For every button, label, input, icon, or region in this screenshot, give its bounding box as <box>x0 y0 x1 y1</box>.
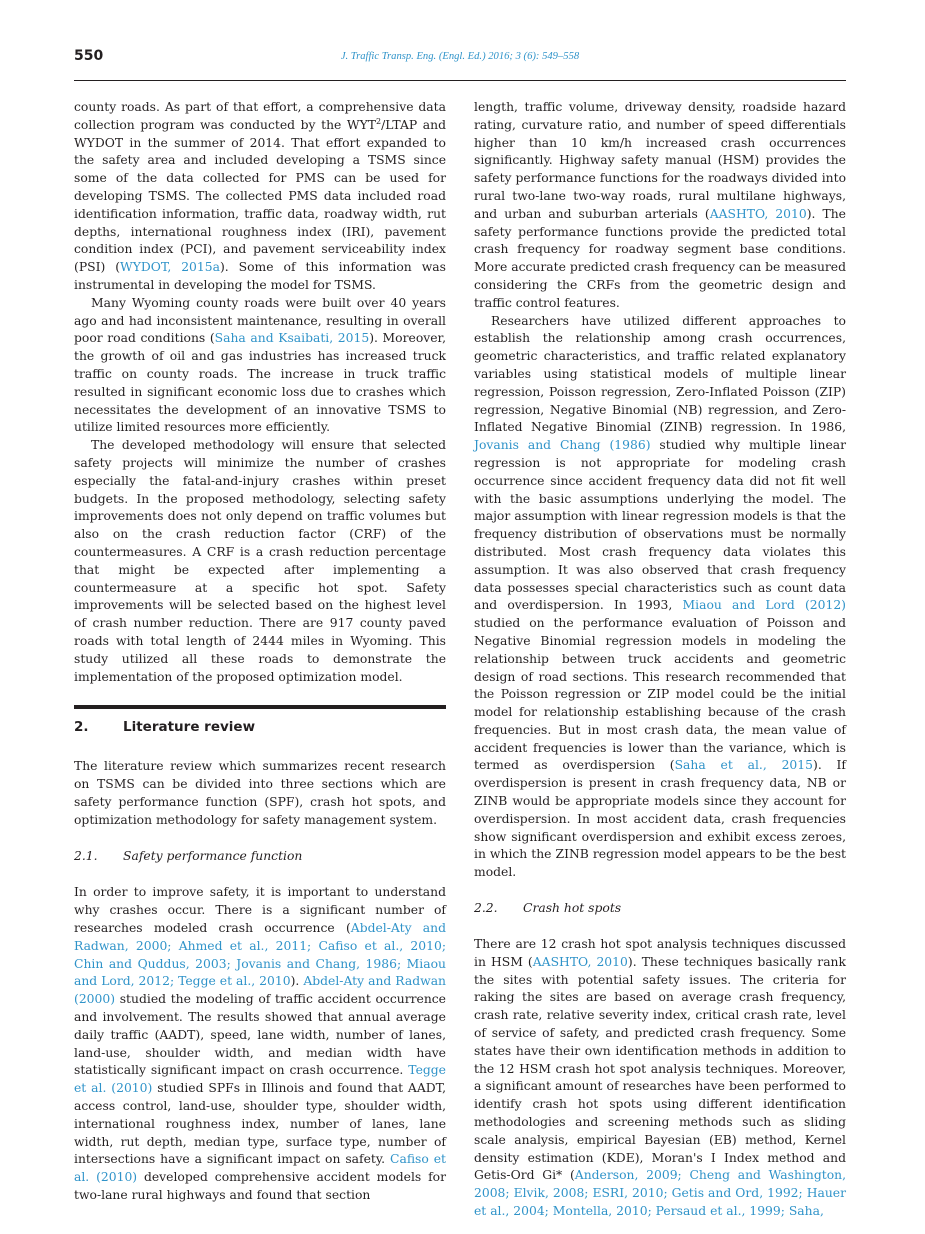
header-rule <box>74 80 846 81</box>
text: ). The safety performance functions provide the predicted total crash frequency for roadway segment base conditions. More accurate predicted crash frequency can be measured considering the CRFs from the geometric design and traffic control features. <box>474 206 846 310</box>
subsection-number: 2.2. <box>474 901 498 916</box>
paragraph <box>74 295 446 437</box>
reference-link[interactable]: Cafiso et al. (2010) <box>74 1152 446 1185</box>
reference-link[interactable]: Tegge et al. (2010) <box>74 1063 446 1096</box>
paragraph <box>474 936 846 1221</box>
reference-link[interactable]: Jovanis and Chang (1986) <box>474 438 651 453</box>
text: developed comprehensive accident models for two-lane rural highways and found that section <box>74 1170 446 1203</box>
text: ). If overdispersion is present in crash frequency data, NB or ZINB would be appropriate models since they account for overdispersion. In most accident data, crash frequencies show significant overdispersion and exhibit excess zeroes, in which the ZINB regression model appears to be the best model. <box>474 758 846 880</box>
text: length, traffic volume, driveway density, roadside hazard rating, curvature ratio, and number of speed differentials higher than 10 km/h increased crash occurrences significantly. Highway safety manual (HSM) provides the safety performance functions for the roadways divided into rural two-lane two-way roads, rural multilane highways, and urban and suburban arterials ( <box>474 100 846 221</box>
paragraph <box>74 884 446 1204</box>
section-number: 2. <box>74 719 89 736</box>
text: There are 12 crash hot spot analysis techniques discussed in HSM ( <box>474 937 846 969</box>
text: county roads. As part of that effort, a comprehensive data collection program was conducted by the WYT <box>74 100 446 132</box>
text: In order to improve safety, it is important to understand why crashes occur. There is a significant number of researches modeled crash occurrence ( <box>74 885 446 936</box>
page-number: 550 <box>74 48 104 64</box>
running-header <box>74 48 846 74</box>
journal-citation: J. Traffic Transp. Eng. (Engl. Ed.) 2016; 3 (6): 549–558 <box>340 51 580 62</box>
reference-link[interactable]: Saha et al., 2015 <box>674 758 813 773</box>
text: studied the modeling of traffic accident occurrence and involvement. The results showed that annual average daily traffic (AADT), speed, lane width, number of lanes, land-use, shoulder width, and median width have statistically significant impact on crash occurrence. <box>74 992 446 1078</box>
reference-link[interactable]: Anderson, 2009; Cheng and Washington, 2008; Elvik, 2008; ESRI, 2010; Getis and Ord, 1992; Hauer et al., 2004; Montella, 2010; Persaud et al., 1999; Saha, <box>474 1168 846 1219</box>
text: ). Moreover, the growth of oil and gas industries has increased truck traffic on county roads. The increase in truck traffic resulted in significant economic loss due to crashes which necessitates the development of an innovative TSMS to utilize limited resources more efficiently. <box>74 331 447 435</box>
text: studied why multiple linear regression is not appropriate for modeling crash occurrence since accident frequency data did not fit well with the basic assumptions underlying the model. The major assumption with linear regression models is that the frequency distribution of observations must be normally distributed. Most crash frequency data violates this assumption. It was also observed that crash frequency data possesses special characteristics such as count data and overdispersion. In 1993, <box>474 438 847 613</box>
text: ). Some of this information was instrumental in developing the model for TSMS. <box>74 260 446 292</box>
text: studied on the performance evaluation of Poisson and Negative Binomial regression models in modeling the relationship between truck accidents and geometric design of road sections. This research recommended that the Poisson regression or ZIP model could be the initial model for relationship establishing because of the crash frequencies. But in most crash data, the mean value of accident frequencies is lower than the variance, which is termed as overdispersion ( <box>474 616 846 773</box>
text: ). <box>290 974 304 989</box>
paragraph <box>74 99 446 295</box>
right-column <box>474 99 846 1221</box>
subsection-title: Safety performance function <box>123 849 303 864</box>
paragraph <box>474 313 846 883</box>
reference-link[interactable]: Miaou and Lord (2012) <box>682 598 846 613</box>
text: Many Wyoming county roads were built over 40 years ago and had inconsistent maintenance, resulting in overall poor road conditions ( <box>74 295 446 346</box>
subsection-heading <box>474 899 846 917</box>
text: Researchers have utilized different approaches to establish the relationship among crash occurrences, geometric characteristics, and traffic related explanatory variables using statistical models of multiple linear regression, Poisson regression, Zero-Inflated Poisson (ZIP) regression, Negative Binomial (NB) regression, and Zero-Inflated Negative Binomial (ZINB) regression. In 1986, <box>474 313 846 435</box>
reference-link[interactable]: AASHTO, 2010 <box>532 954 628 969</box>
reference-link[interactable]: Saha and Ksaibati, 2015 <box>214 331 370 346</box>
paragraph: The developed methodology will ensure that selected safety projects will minimize the number of crashes especially the fatal-and-injury crashes within preset budgets. In the proposed methodology, selecting safety improvements does not only depend on traffic volumes but also on the crash reduction factor (CRF) of the countermeasures. A CRF is a crash reduction percentage that might be expected after implementing a countermeasure at a specific hot spot. Safety improvements will be selected based on the highest level of crash number reduction. There are 917 county paved roads with total length of 2444 miles in Wyoming. This study utilized all these roads to demonstrate the implementation of the proposed optimization model. <box>74 438 446 684</box>
subsection-number: 2.1. <box>74 849 98 864</box>
subsection-title: Crash hot spots <box>523 901 622 916</box>
section-rule <box>74 705 446 709</box>
text: ). These techniques basically rank the sites with potential safety issues. The criteria for raking the sites are based on average crash frequency, crash rate, relative severity index, critical crash rate, level of service of safety, and predicted crash frequency. Some states have their own identification methods in addition to the 12 HSM crash hot spot analysis techniques. Moreover, a significant amount of researches have been performed to identify crash hot spots using different identification methodologies and screening methods such as sliding scale analysis, empirical Bayesian (EB) method, Kernel density estimation (KDE), Moran's I Index method and Getis-Ord Gi* ( <box>474 954 846 1183</box>
reference-link[interactable]: AASHTO, 2010 <box>709 206 807 221</box>
reference-link[interactable]: Abdel-Aty and Radwan (2000) <box>74 974 447 1007</box>
text: studied SPFs in Illinois and found that AADT, access control, land-use, shoulder type, shoulder width, international roughness index, number of lanes, lane width, rut depth, median type, surface type, number of intersections have a significant impact on safety. <box>74 1081 446 1167</box>
left-column <box>74 99 446 1205</box>
subsection-heading <box>74 847 446 865</box>
paragraph: The literature review which summarizes recent research on TSMS can be divided into three sections which are safety performance function (SPF), crash hot spots, and optimization methodology for safety management system. <box>74 759 446 827</box>
reference-link[interactable]: WYDOT, 2015a <box>120 260 220 275</box>
paragraph <box>474 99 846 313</box>
reference-link[interactable]: Abdel-Aty and Radwan, 2000; Ahmed et al., 2011; Cafiso et al., 2010; Chin and Quddus, 2003; Jovanis and Chang, 1986; Miaou and Lord, 2012; Tegge et al., 2010 <box>74 921 446 989</box>
section-title: Literature review <box>123 719 256 736</box>
superscript: 2 <box>375 116 382 126</box>
text: /LTAP and WYDOT in the summer of 2014. That effort expanded to the safety area and included developing a TSMS since some of the data collected for PMS can be used for developing TSMS. The collected PMS data included road identification information, traffic data, roadway width, rut depths, international roughness index (IRI), pavement condition index (PCI), and pavement serviceability index (PSI) ( <box>74 117 446 275</box>
section-heading <box>74 718 446 736</box>
